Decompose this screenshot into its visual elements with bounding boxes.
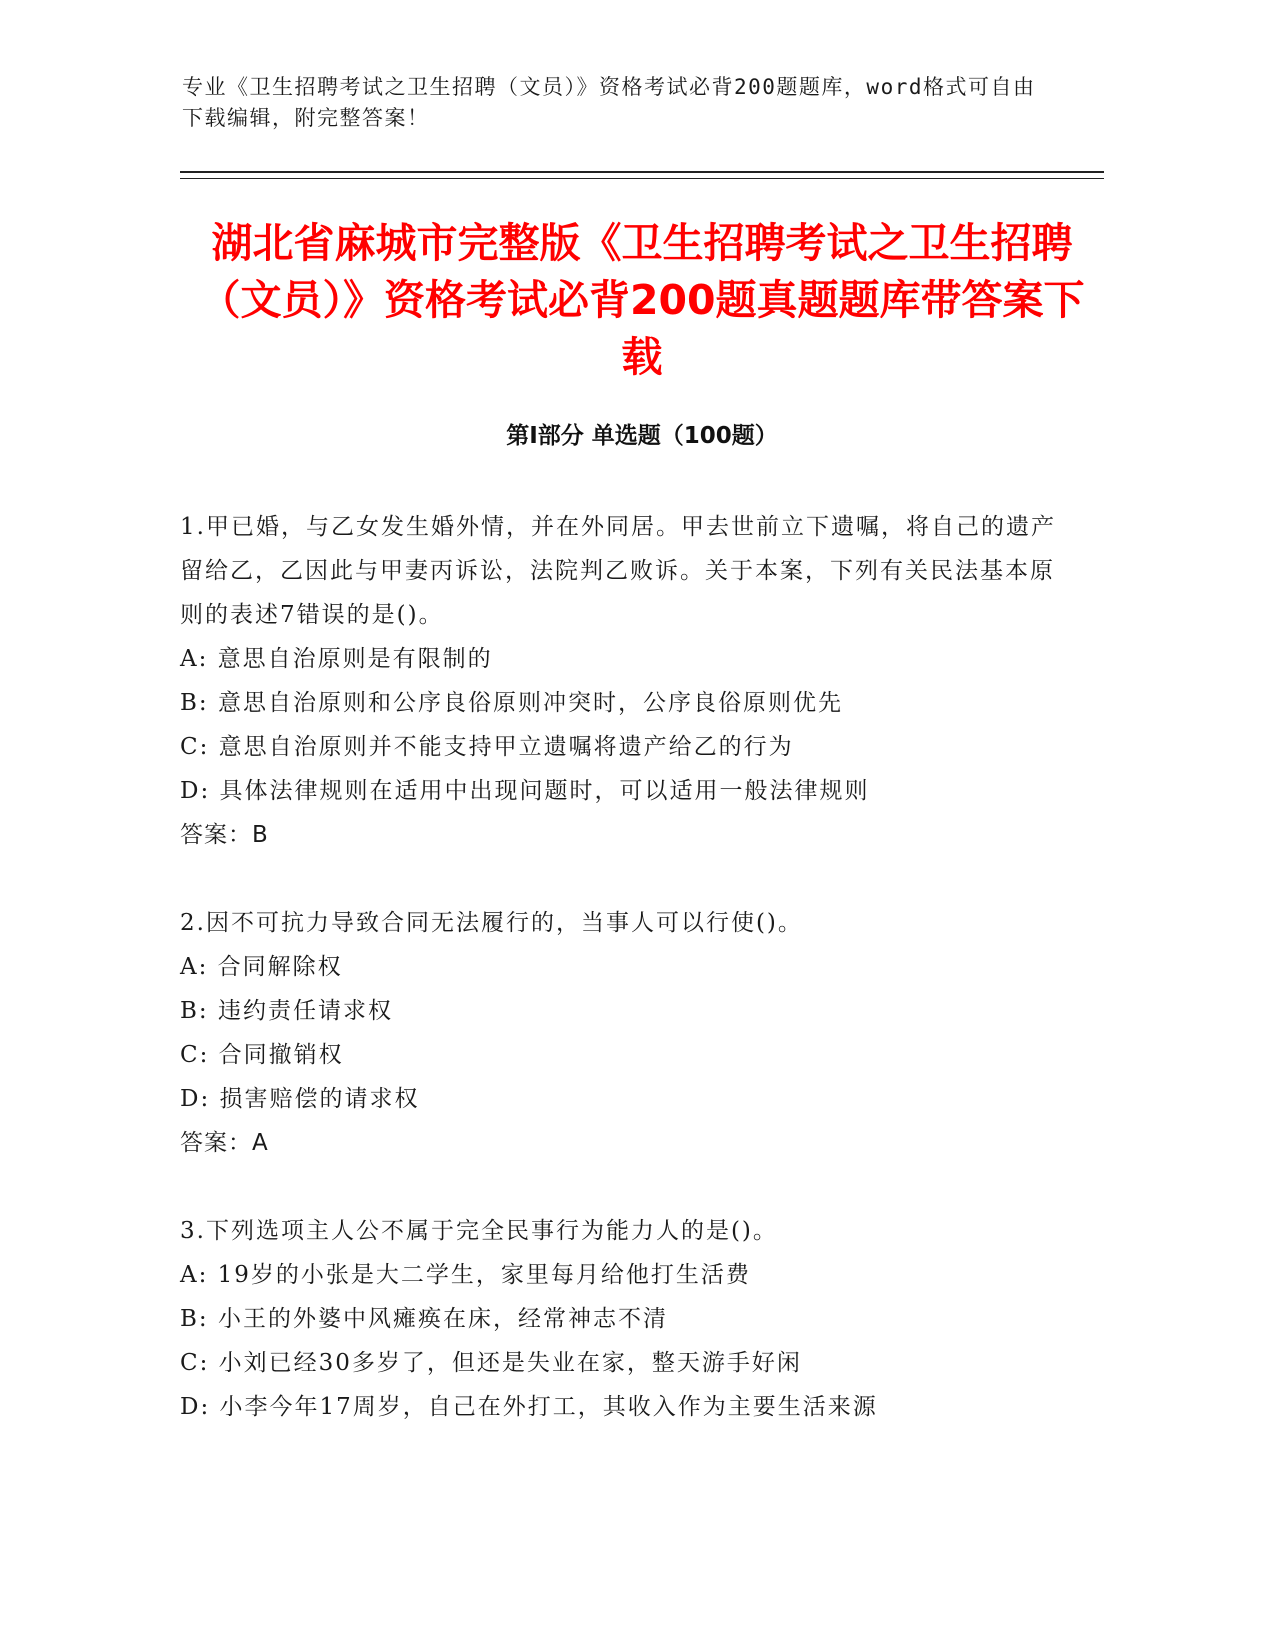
option-a: A: 合同解除权 — [180, 954, 343, 980]
page-header: 专业《卫生招聘考试之卫生招聘（文员）》资格考试必背200题题库，word格式可自由下载编辑，附完整答案！ — [182, 75, 1036, 130]
question-list — [180, 505, 1060, 1473]
option-d: D: 具体法律规则在适用中出现问题时，可以适用一般法律规则 — [180, 778, 870, 804]
header-rule-thick — [180, 171, 1104, 173]
header-rule-thin — [180, 178, 1104, 179]
option-c: C: 小刘已经30多岁了，但还是失业在家，整天游手好闲 — [180, 1350, 802, 1376]
document-title: 湖北省麻城市完整版《卫生招聘考试之卫生招聘（文员）》资格考试必背200题真题题库带答案下载 — [199, 219, 1085, 381]
option-c: C: 合同撤销权 — [180, 1042, 344, 1068]
section-heading: 第I部分 单选题（100题） — [506, 423, 778, 449]
question-3 — [180, 1209, 1060, 1429]
option-b: B: 意思自治原则和公序良俗原则冲突时，公序良俗原则优先 — [180, 690, 843, 716]
answer-label: 答案：B — [180, 822, 269, 848]
question-stem: 1.甲已婚，与乙女发生婚外情，并在外同居。甲去世前立下遗嘱，将自己的遗产留给乙，乙因此与甲妻丙诉讼，法院判乙败诉。关于本案，下列有关民法基本原则的表述7错误的是()。 — [180, 514, 1056, 628]
question-stem: 3.下列选项主人公不属于完全民事行为能力人的是()。 — [180, 1218, 778, 1244]
answer-label: 答案：A — [180, 1130, 269, 1156]
question-2 — [180, 901, 1060, 1165]
question-1 — [180, 505, 1060, 857]
question-stem: 2.因不可抗力导致合同无法履行的，当事人可以行使()。 — [180, 910, 803, 936]
option-d: D: 损害赔偿的请求权 — [180, 1086, 420, 1112]
option-d: D: 小李今年17周岁，自己在外打工，其收入作为主要生活来源 — [180, 1394, 878, 1420]
option-a: A: 19岁的小张是大二学生，家里每月给他打生活费 — [180, 1262, 751, 1288]
option-c: C: 意思自治原则并不能支持甲立遗嘱将遗产给乙的行为 — [180, 734, 794, 760]
option-b: B: 小王的外婆中风瘫痪在床，经常神志不清 — [180, 1306, 668, 1332]
option-b: B: 违约责任请求权 — [180, 998, 393, 1024]
option-a: A: 意思自治原则是有限制的 — [180, 646, 493, 672]
